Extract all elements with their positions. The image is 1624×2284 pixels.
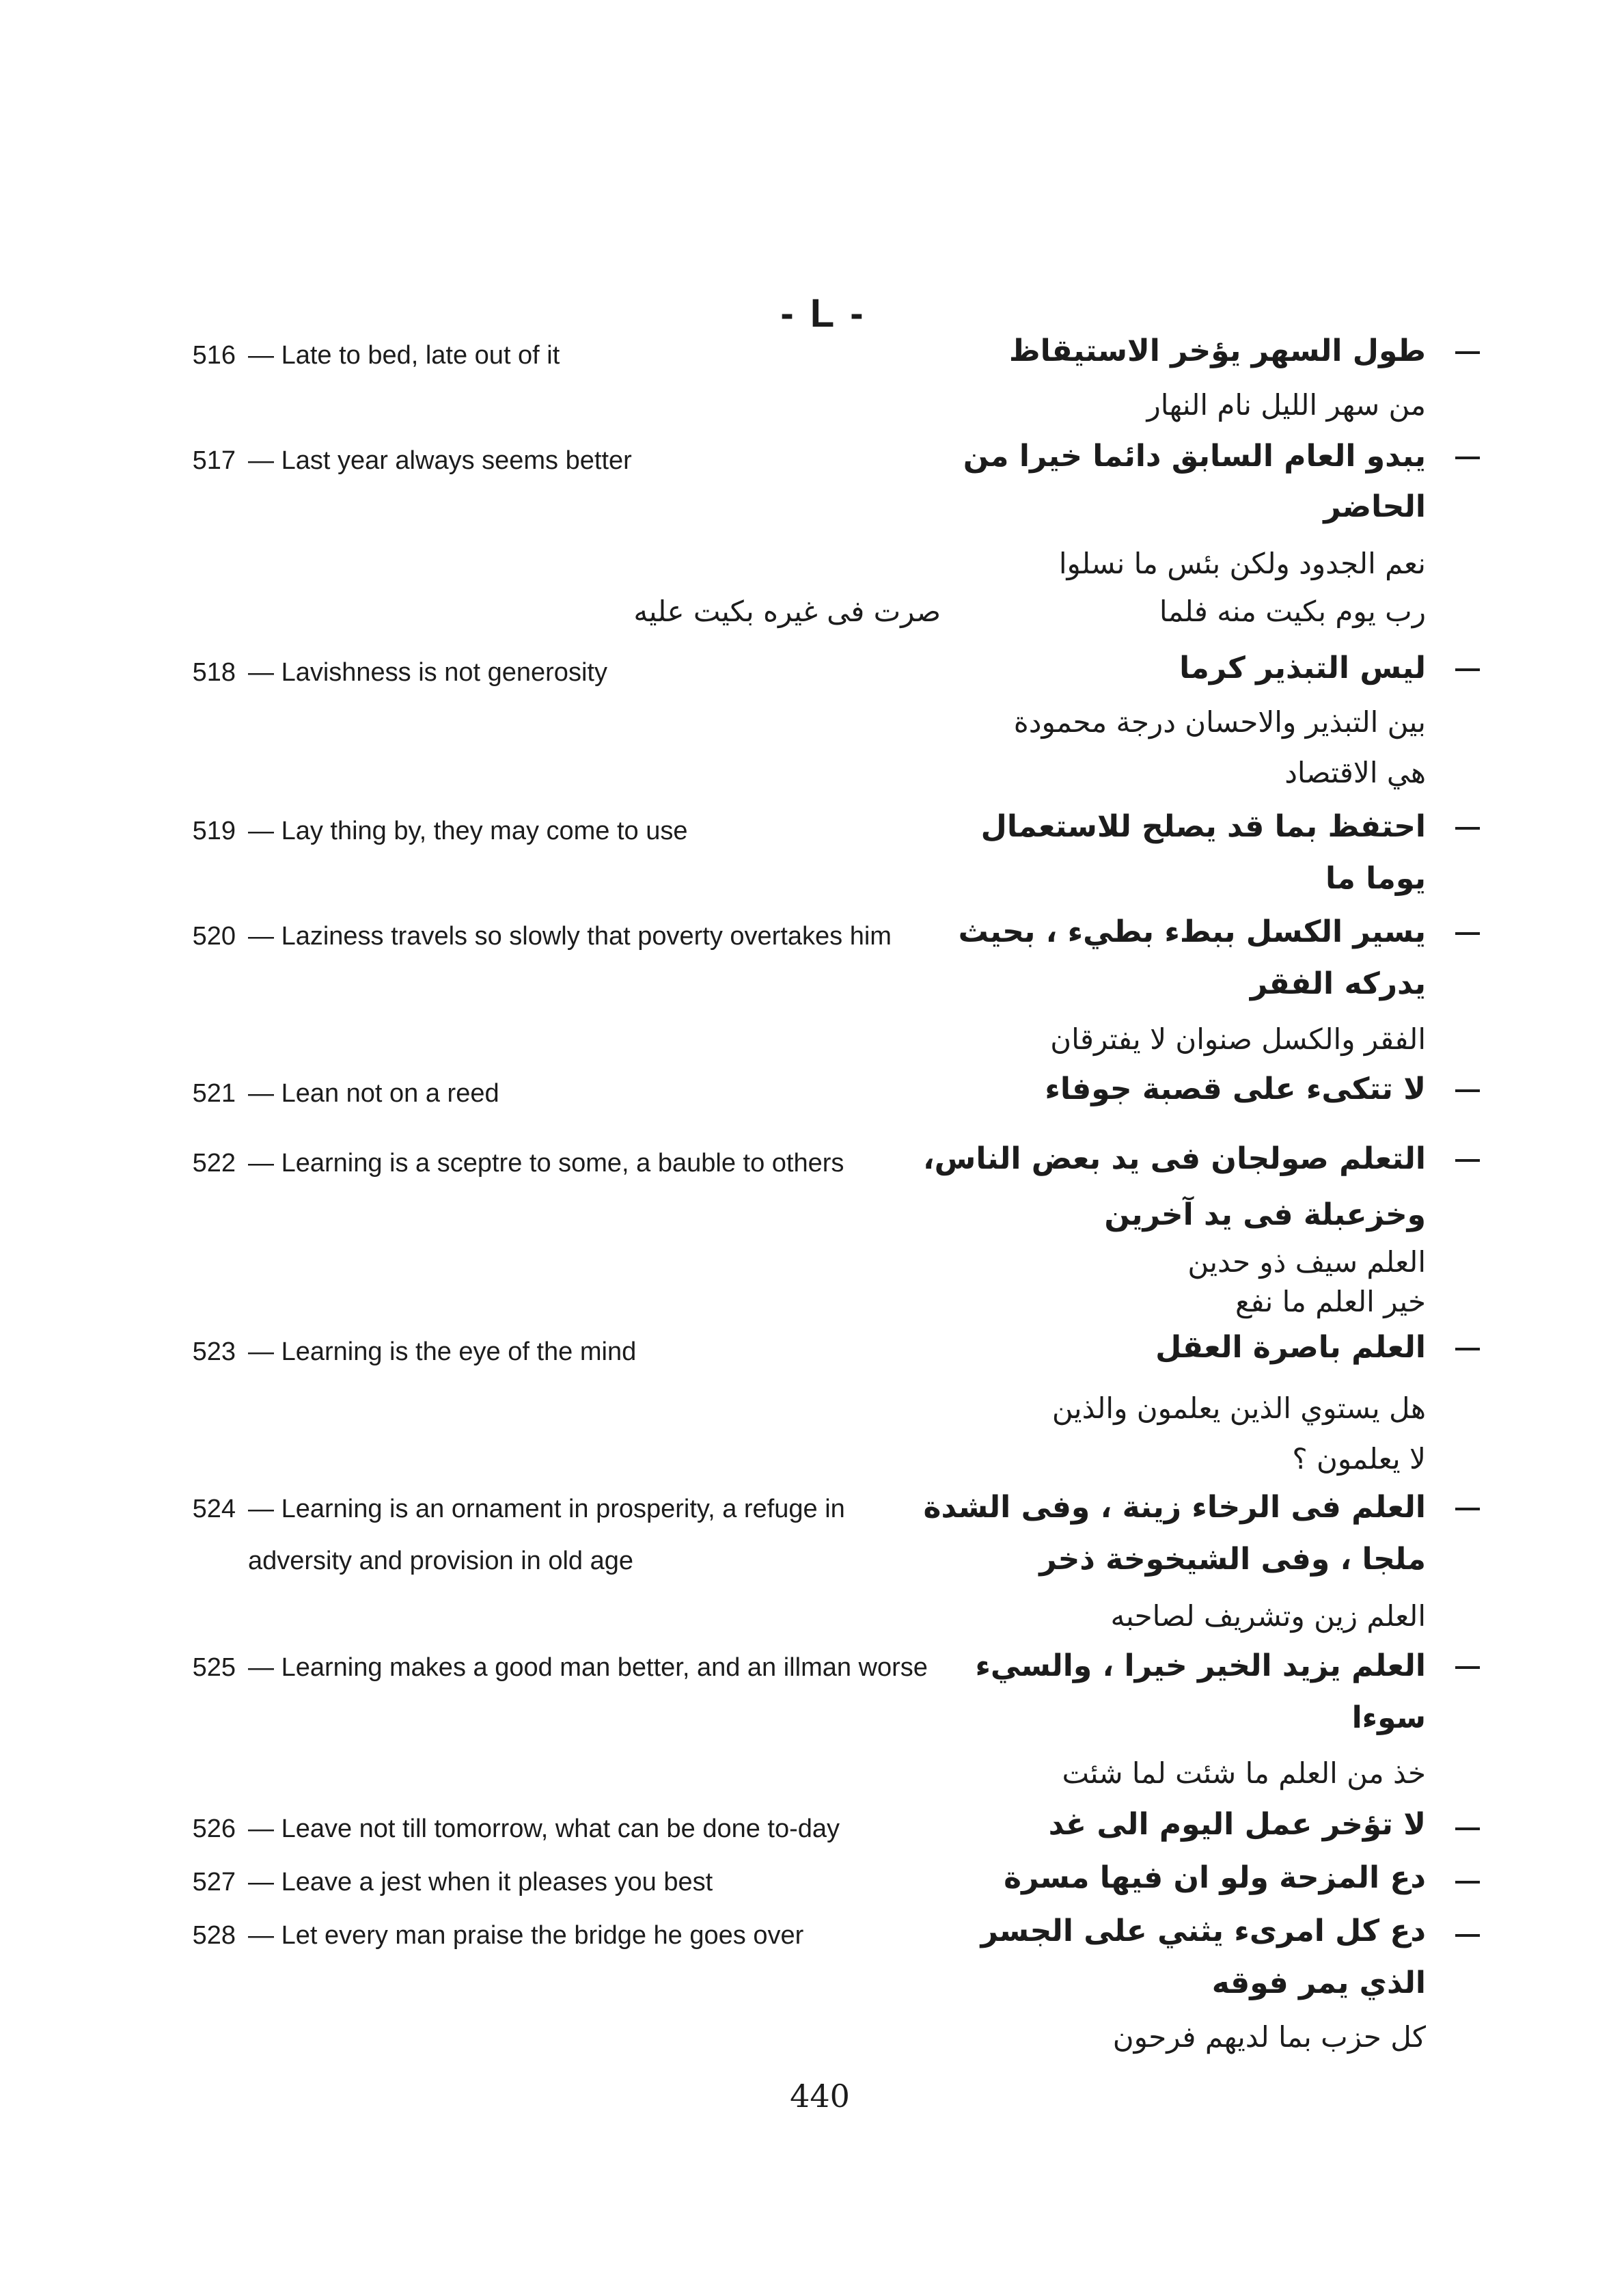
proverb-en-517: 517 — Last year always seems better — [184, 435, 977, 487]
proverb-en-521: 521 — Lean not on a reed — [184, 1068, 977, 1119]
dash-marker — [1455, 1666, 1480, 1669]
dash-marker — [1455, 1881, 1480, 1884]
proverb-text: Learning is an ornament in prosperity, a refuge in adversity and provision in old age — [248, 1495, 845, 1575]
proverb-en-516: 516 — Late to bed, late out of it — [184, 329, 977, 381]
proverb-ar-note: نعم الجدود ولكن بئس ما نسلوا — [1058, 547, 1426, 580]
proverb-ar-526: لا تؤخر عمل اليوم الى غد — [1048, 1807, 1426, 1842]
proverb-text: Last year always seems better — [281, 446, 632, 475]
proverb-ar-523: العلم باصرة العقل — [1155, 1330, 1426, 1365]
proverb-ar-note: خير العلم ما نفع — [1235, 1285, 1426, 1318]
proverb-number: 521 — [192, 1079, 236, 1108]
proverb-ar-517: يبدو العام السابق دائما خيرا من — [963, 439, 1426, 474]
proverb-en-520: 520 — Laziness travels so slowly that poverty overtakes him — [184, 910, 977, 962]
dash-marker — [1455, 1827, 1480, 1830]
proverb-ar-note: العلم سيف ذو حدين — [1187, 1245, 1426, 1279]
dash-marker — [1455, 1934, 1480, 1937]
proverb-ar-525-cont: سوءا — [1351, 1700, 1426, 1735]
proverb-en-526: 526 — Leave not till tomorrow, what can be done to-day — [184, 1803, 977, 1855]
proverb-text: Learning is a sceptre to some, a bauble to others — [281, 1149, 844, 1178]
dash-marker — [1455, 351, 1480, 354]
proverb-en-523: 523 — Learning is the eye of the mind — [184, 1326, 977, 1378]
proverb-ar-note: لا يعلمون ؟ — [1292, 1442, 1426, 1476]
proverb-ar-note: خذ من العلم ما شئت لما شئت — [1062, 1756, 1426, 1790]
proverb-ar-528: دع كل امرىء يثني على الجسر — [980, 1914, 1426, 1948]
proverb-ar-note: الفقر والكسل صنوان لا يفترقان — [1050, 1022, 1426, 1056]
proverb-number: 518 — [192, 658, 236, 687]
proverb-en-524: 524 — Learning is an ornament in prosperity, a refuge in adversity and provision in old age — [184, 1483, 977, 1587]
proverb-ar-note: كل حزب بما لديهم فرحون — [1112, 2020, 1426, 2054]
proverb-text: Learning is the eye of the mind — [281, 1337, 637, 1366]
proverb-text: Lean not on a reed — [281, 1079, 499, 1108]
dash-marker — [1455, 457, 1480, 459]
proverb-ar-520: يسير الكسل ببطء بطيء ، بحيث — [958, 914, 1426, 949]
dash-marker — [1455, 1508, 1480, 1510]
proverb-en-527: 527 — Leave a jest when it pleases you best — [184, 1856, 977, 1908]
proverb-number: 520 — [192, 922, 236, 951]
proverb-en-518: 518 — Lavishness is not generosity — [184, 647, 977, 698]
proverb-ar-note: العلم زين وتشريف لصاحبه — [1110, 1599, 1426, 1633]
proverb-number: 526 — [192, 1814, 236, 1843]
proverb-number: 525 — [192, 1653, 236, 1682]
proverb-ar-524: العلم فى الرخاء زينة ، وفى الشدة — [923, 1490, 1426, 1525]
dash-marker — [1455, 1089, 1480, 1092]
proverb-text: Laziness travels so slowly that poverty overtakes him — [281, 922, 892, 951]
proverb-number: 528 — [192, 1921, 236, 1950]
proverb-number: 522 — [192, 1149, 236, 1178]
proverb-ar-518: ليس التبذير كرما — [1179, 651, 1426, 685]
proverb-ar-side-verse: صرت فى غيره بكيت عليه — [633, 595, 941, 628]
proverb-en-519: 519 — Lay thing by, they may come to use — [184, 805, 977, 857]
proverb-en-522: 522 — Learning is a sceptre to some, a bauble to others — [184, 1137, 977, 1189]
proverb-ar-note: هي الاقتصاد — [1284, 756, 1426, 789]
proverb-ar-521: لا تتكىء على قصبة جوفاء — [1045, 1072, 1426, 1106]
proverb-text: Let every man praise the bridge he goes over — [281, 1921, 804, 1950]
proverb-text: Leave not till tomorrow, what can be done to-day — [281, 1814, 840, 1843]
proverb-ar-525: العلم يزيد الخير خيرا ، والسيء — [975, 1648, 1426, 1683]
proverb-ar-522-cont: وخزعبلة فى يد آخرين — [1104, 1197, 1426, 1232]
proverb-number: 524 — [192, 1495, 236, 1523]
proverb-ar-519: احتفظ بما قد يصلح للاستعمال — [980, 809, 1426, 844]
proverb-number: 516 — [192, 341, 236, 370]
proverb-ar-note: هل يستوي الذين يعلمون والذين — [1051, 1391, 1426, 1425]
proverb-text: Leave a jest when it pleases you best — [281, 1868, 713, 1896]
proverb-ar-528-cont: الذي يمر فوقه — [1211, 1966, 1426, 2000]
dash-marker — [1455, 1159, 1480, 1162]
section-letter-heading: - L - — [780, 291, 866, 336]
proverb-en-525: 525 — Learning makes a good man better, and an illman worse — [184, 1642, 977, 1694]
proverb-ar-527: دع المزحة ولو ان فيها مسرة — [1004, 1860, 1426, 1895]
proverb-number: 519 — [192, 817, 236, 845]
dash-marker — [1455, 827, 1480, 830]
proverb-ar-note: بين التبذير والاحسان درجة محمودة — [1013, 705, 1426, 739]
proverb-text: Late to bed, late out of it — [281, 341, 560, 370]
proverb-ar-519-cont: يوما ما — [1325, 861, 1426, 896]
proverb-number: 523 — [192, 1337, 236, 1366]
proverb-ar-note: من سهر الليل نام النهار — [1146, 388, 1426, 422]
page-number: 440 — [790, 2078, 850, 2115]
proverb-ar-520-cont: يدركه الفقر — [1250, 966, 1426, 1001]
proverb-ar-524-cont: ملجا ، وفى الشيخوخة ذخر — [1039, 1542, 1426, 1577]
proverb-en-528: 528 — Let every man praise the bridge he goes over — [184, 1909, 977, 1961]
dash-marker — [1455, 1348, 1480, 1350]
proverb-ar-522: التعلم صولجان فى يد بعض الناس، — [922, 1141, 1426, 1176]
proverb-ar-516: طول السهر يؤخر الاستيقاظ — [1008, 334, 1426, 368]
proverb-number: 517 — [192, 446, 236, 475]
dash-marker — [1455, 932, 1480, 935]
proverb-number: 527 — [192, 1868, 236, 1896]
proverb-text: Learning makes a good man better, and an illman worse — [281, 1653, 928, 1682]
proverb-text: Lay thing by, they may come to use — [281, 817, 688, 845]
proverb-text: Lavishness is not generosity — [281, 658, 607, 687]
dash-marker — [1455, 668, 1480, 671]
proverb-ar-517-cont: الحاضر — [1323, 489, 1426, 524]
proverb-ar-note: رب يوم بكيت منه فلما — [1159, 595, 1426, 628]
